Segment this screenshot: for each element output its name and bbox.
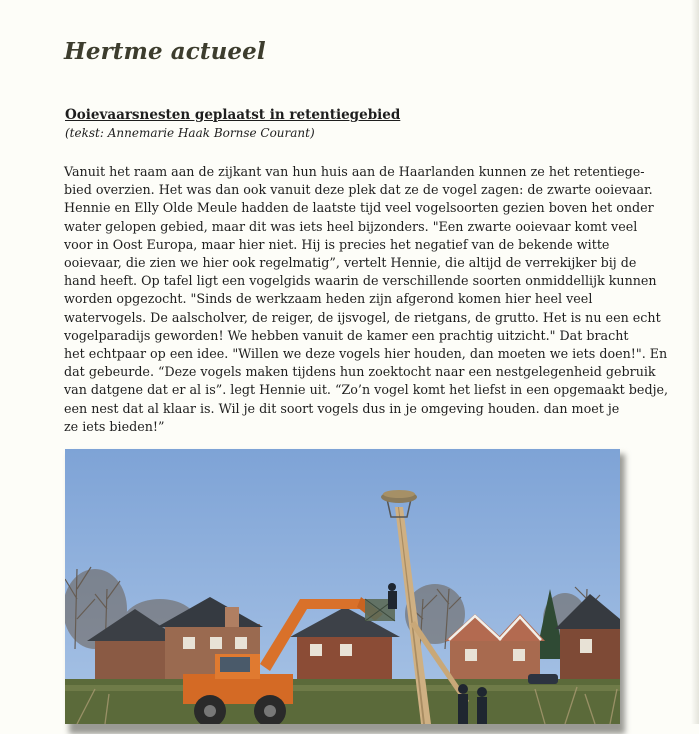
article-title: Ooievaarsnesten geplaatst in retentiegebied (65, 107, 401, 123)
body-line: watervogels. De aalscholver, de reiger, de ijsvogel, de rietgans, de grutto. Het is nu een echt (64, 309, 661, 325)
page-heading: Hertme actueel (64, 38, 266, 65)
body-line: water gelopen gebied, maar dit was iets heel bijzonders. "Een zwarte ooievaar komt veel (64, 218, 638, 234)
body-line: ooievaar, die zien we hier ook regelmatig”, vertelt Hennie, die altijd de verrekijker bij de (64, 255, 637, 271)
body-line: Hennie en Elly Olde Meule hadden de laatste tijd veel vogelsoorten gezien boven het onder (64, 200, 654, 216)
body-line: hand heeft. Op tafel ligt een vogelgids waarin de verschillende soorten onmiddellijk kunnen (64, 273, 657, 289)
body-line: bied overzien. Het was dan ook vanuit deze plek dat ze de vogel zagen: de zwarte ooievaar. (64, 182, 653, 198)
body-line: Vanuit het raam aan de zijkant van hun huis aan de Haarlanden kunnen ze het retentiege- (64, 164, 645, 179)
body-line: vogelparadijs geworden! We hebben vanuit de kamer een prachtig uitzicht." Dat bracht (64, 327, 629, 343)
body-line: dat gebeurde. “Deze vogels maken tijdens hun zoektocht naar een nestgelegenheid gebruik (64, 364, 656, 380)
page-edge (691, 0, 699, 724)
article-byline: (tekst: Annemarie Haak Bornse Courant) (65, 126, 315, 140)
body-line: worden opgezocht. "Sinds de werkzaam heden zijn afgerond komen hier heel veel (64, 291, 593, 307)
body-line: ze iets bieden!” (64, 418, 165, 434)
body-line: voor in Oost Europa, maar hier niet. Hij is precies het negatief van de bekende witte (64, 236, 610, 252)
body-line: een nest dat al klaar is. Wil je dit soort vogels dus in je omgeving houden. dan moet je (64, 400, 620, 416)
article-photo (65, 449, 620, 724)
article-body (64, 163, 669, 436)
body-line: van datgene dat er al is”. legt Hennie uit. “Zo’n vogel komt het liefst in een opgemaakt bedje, (64, 382, 669, 398)
body-line: het echtpaar op een idee. "Willen we deze vogels hier houden, dan moeten we iets doen!". En (64, 346, 668, 362)
